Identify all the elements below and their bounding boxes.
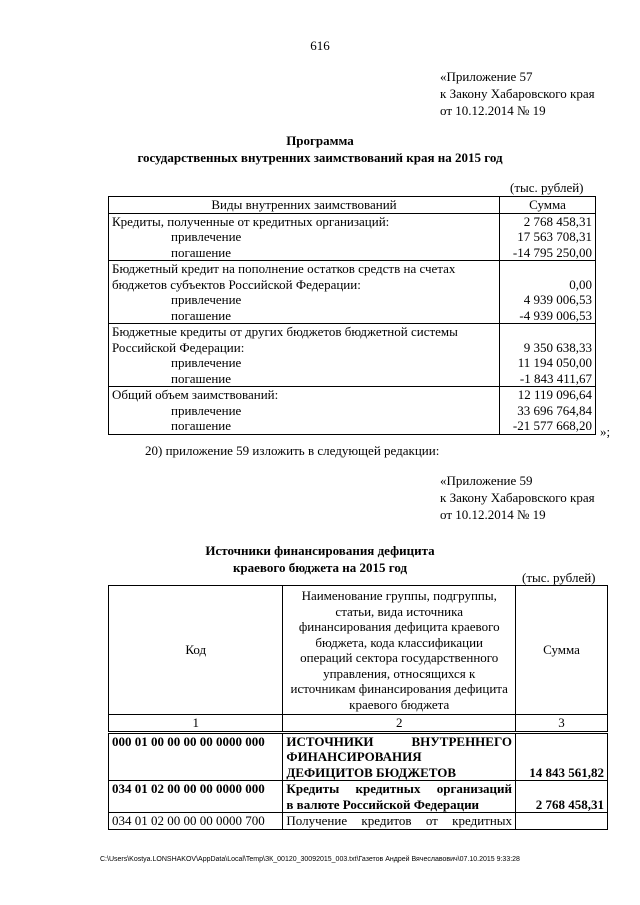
row-amount: 2 768 458,31 [516,781,608,813]
col-name-header: Наименование группы, подгруппы, статьи, вида источника финансирования дефицита краевого бюджета, кода классификации операций сектора государственного управления, относящихся к источникам финансирования дефицита краевого бюджета [283,586,516,715]
row-code: 000 01 00 00 00 00 0000 000 [109,732,283,781]
row-label: привлечение [109,355,500,371]
table-row [109,324,596,340]
row-label: привлечение [109,403,500,419]
row-amount: 11 194 050,00 [500,355,596,371]
row-amount: -21 577 668,20 [500,418,596,434]
closing-quote: »; [600,424,611,439]
appendix-59-header [440,472,595,523]
table-row [109,813,608,830]
row-code: 034 01 02 00 00 00 0000 700 [109,813,283,830]
appendix-59-line2: к Закону Хабаровского края [440,490,595,505]
program-table [108,196,596,435]
appendix-57-line2: к Закону Хабаровского края [440,86,595,101]
table-row [109,371,596,387]
row-amount: 14 843 561,82 [516,732,608,781]
row-label: Кредиты, полученные от кредитных организаций: [109,213,500,229]
row-amount: 33 696 764,84 [500,403,596,419]
row-code: 034 01 02 00 00 00 0000 000 [109,781,283,813]
row-name [283,813,516,830]
row-name-line: в валюте Российской Федерации [286,796,480,812]
row-amount: 12 119 096,64 [500,387,596,403]
row-amount: 17 563 708,31 [500,229,596,245]
row-label: Бюджетные кредиты от других бюджетов бюджетной системы [109,324,500,340]
col-number: 1 [109,715,283,733]
row-amount: 4 939 006,53 [500,292,596,308]
item-20-text: 20) приложение 59 изложить в следующей редакции: [145,443,440,458]
row-amount [500,324,596,340]
row-name-line: Кредиты кредитных организаций [286,781,513,796]
col-types-header: Виды внутренних заимствований [109,197,500,214]
appendix-57-header [440,68,595,119]
table-row [109,213,596,229]
row-name [283,732,516,781]
row-amount: 2 768 458,31 [500,213,596,229]
row-amount [500,261,596,277]
table-row [109,355,596,371]
appendix-59-line1: «Приложение 59 [440,473,533,488]
row-amount [516,813,608,830]
row-label: погашение [109,245,500,261]
column-numbers-row [109,715,608,733]
row-name-line: ФИНАНСИРОВАНИЯ [286,749,422,764]
program-title-line1: Программа [286,133,354,148]
row-name [283,781,516,813]
table-row [109,245,596,261]
row-label: погашение [109,371,500,387]
row-label: Бюджетный кредит на пополнение остатков средств на счетах [109,261,500,277]
row-label: Общий объем заимствований: [109,387,500,403]
row-label: Российской Федерации: [109,340,500,356]
row-amount: -1 843 411,67 [500,371,596,387]
row-label: привлечение [109,292,500,308]
program-unit: (тыс. рублей) [510,180,584,195]
appendix-57-line3: от 10.12.2014 № 19 [440,103,546,118]
sources-table [108,585,608,830]
table-row [109,277,596,293]
row-label: привлечение [109,229,500,245]
table-row [109,418,596,434]
sources-title-line2: краевого бюджета на 2015 год [232,560,408,575]
table-row [109,340,596,356]
col-sum-header: Сумма [500,197,596,214]
row-amount: -14 795 250,00 [500,245,596,261]
table-row [109,403,596,419]
table-row [109,261,596,277]
row-name-line: ДЕФИЦИТОВ БЮДЖЕТОВ [286,764,457,780]
table-row [109,732,608,781]
table-row [109,308,596,324]
table-row [109,292,596,308]
table-row [109,387,596,403]
sources-table-header [109,586,608,715]
sources-unit: (тыс. рублей) [522,570,596,585]
page-number: 616 [310,38,330,53]
row-name-line: ИСТОЧНИКИ ВНУТРЕННЕГО [286,733,513,749]
col-code-header: Код [109,586,283,715]
col-number: 3 [516,715,608,733]
table-row [109,781,608,813]
row-label: бюджетов субъектов Российской Федерации: [109,277,500,293]
appendix-57-line1: «Приложение 57 [440,69,533,84]
row-name-line: Получение кредитов от кредитных [286,813,513,828]
row-amount: 9 350 638,33 [500,340,596,356]
row-label: погашение [109,418,500,434]
col-number: 2 [283,715,516,733]
file-path-footer: C:\Users\Kostya.LONSHAKOV\AppData\Local\Temp\ЗК_00120_30092015_003.txt\Газетов Андрей Вячеславович\07.10.2015 9:33:28 [100,856,520,863]
program-title-line2: государственных внутренних заимствований края на 2015 год [137,150,503,165]
row-label: погашение [109,308,500,324]
col-sum-header: Сумма [516,586,608,715]
table-row [109,229,596,245]
appendix-59-line3: от 10.12.2014 № 19 [440,507,546,522]
row-amount: -4 939 006,53 [500,308,596,324]
program-table-header [109,197,596,214]
program-title [0,132,640,166]
row-amount: 0,00 [500,277,596,293]
sources-title-line1: Источники финансирования дефицита [205,543,435,558]
